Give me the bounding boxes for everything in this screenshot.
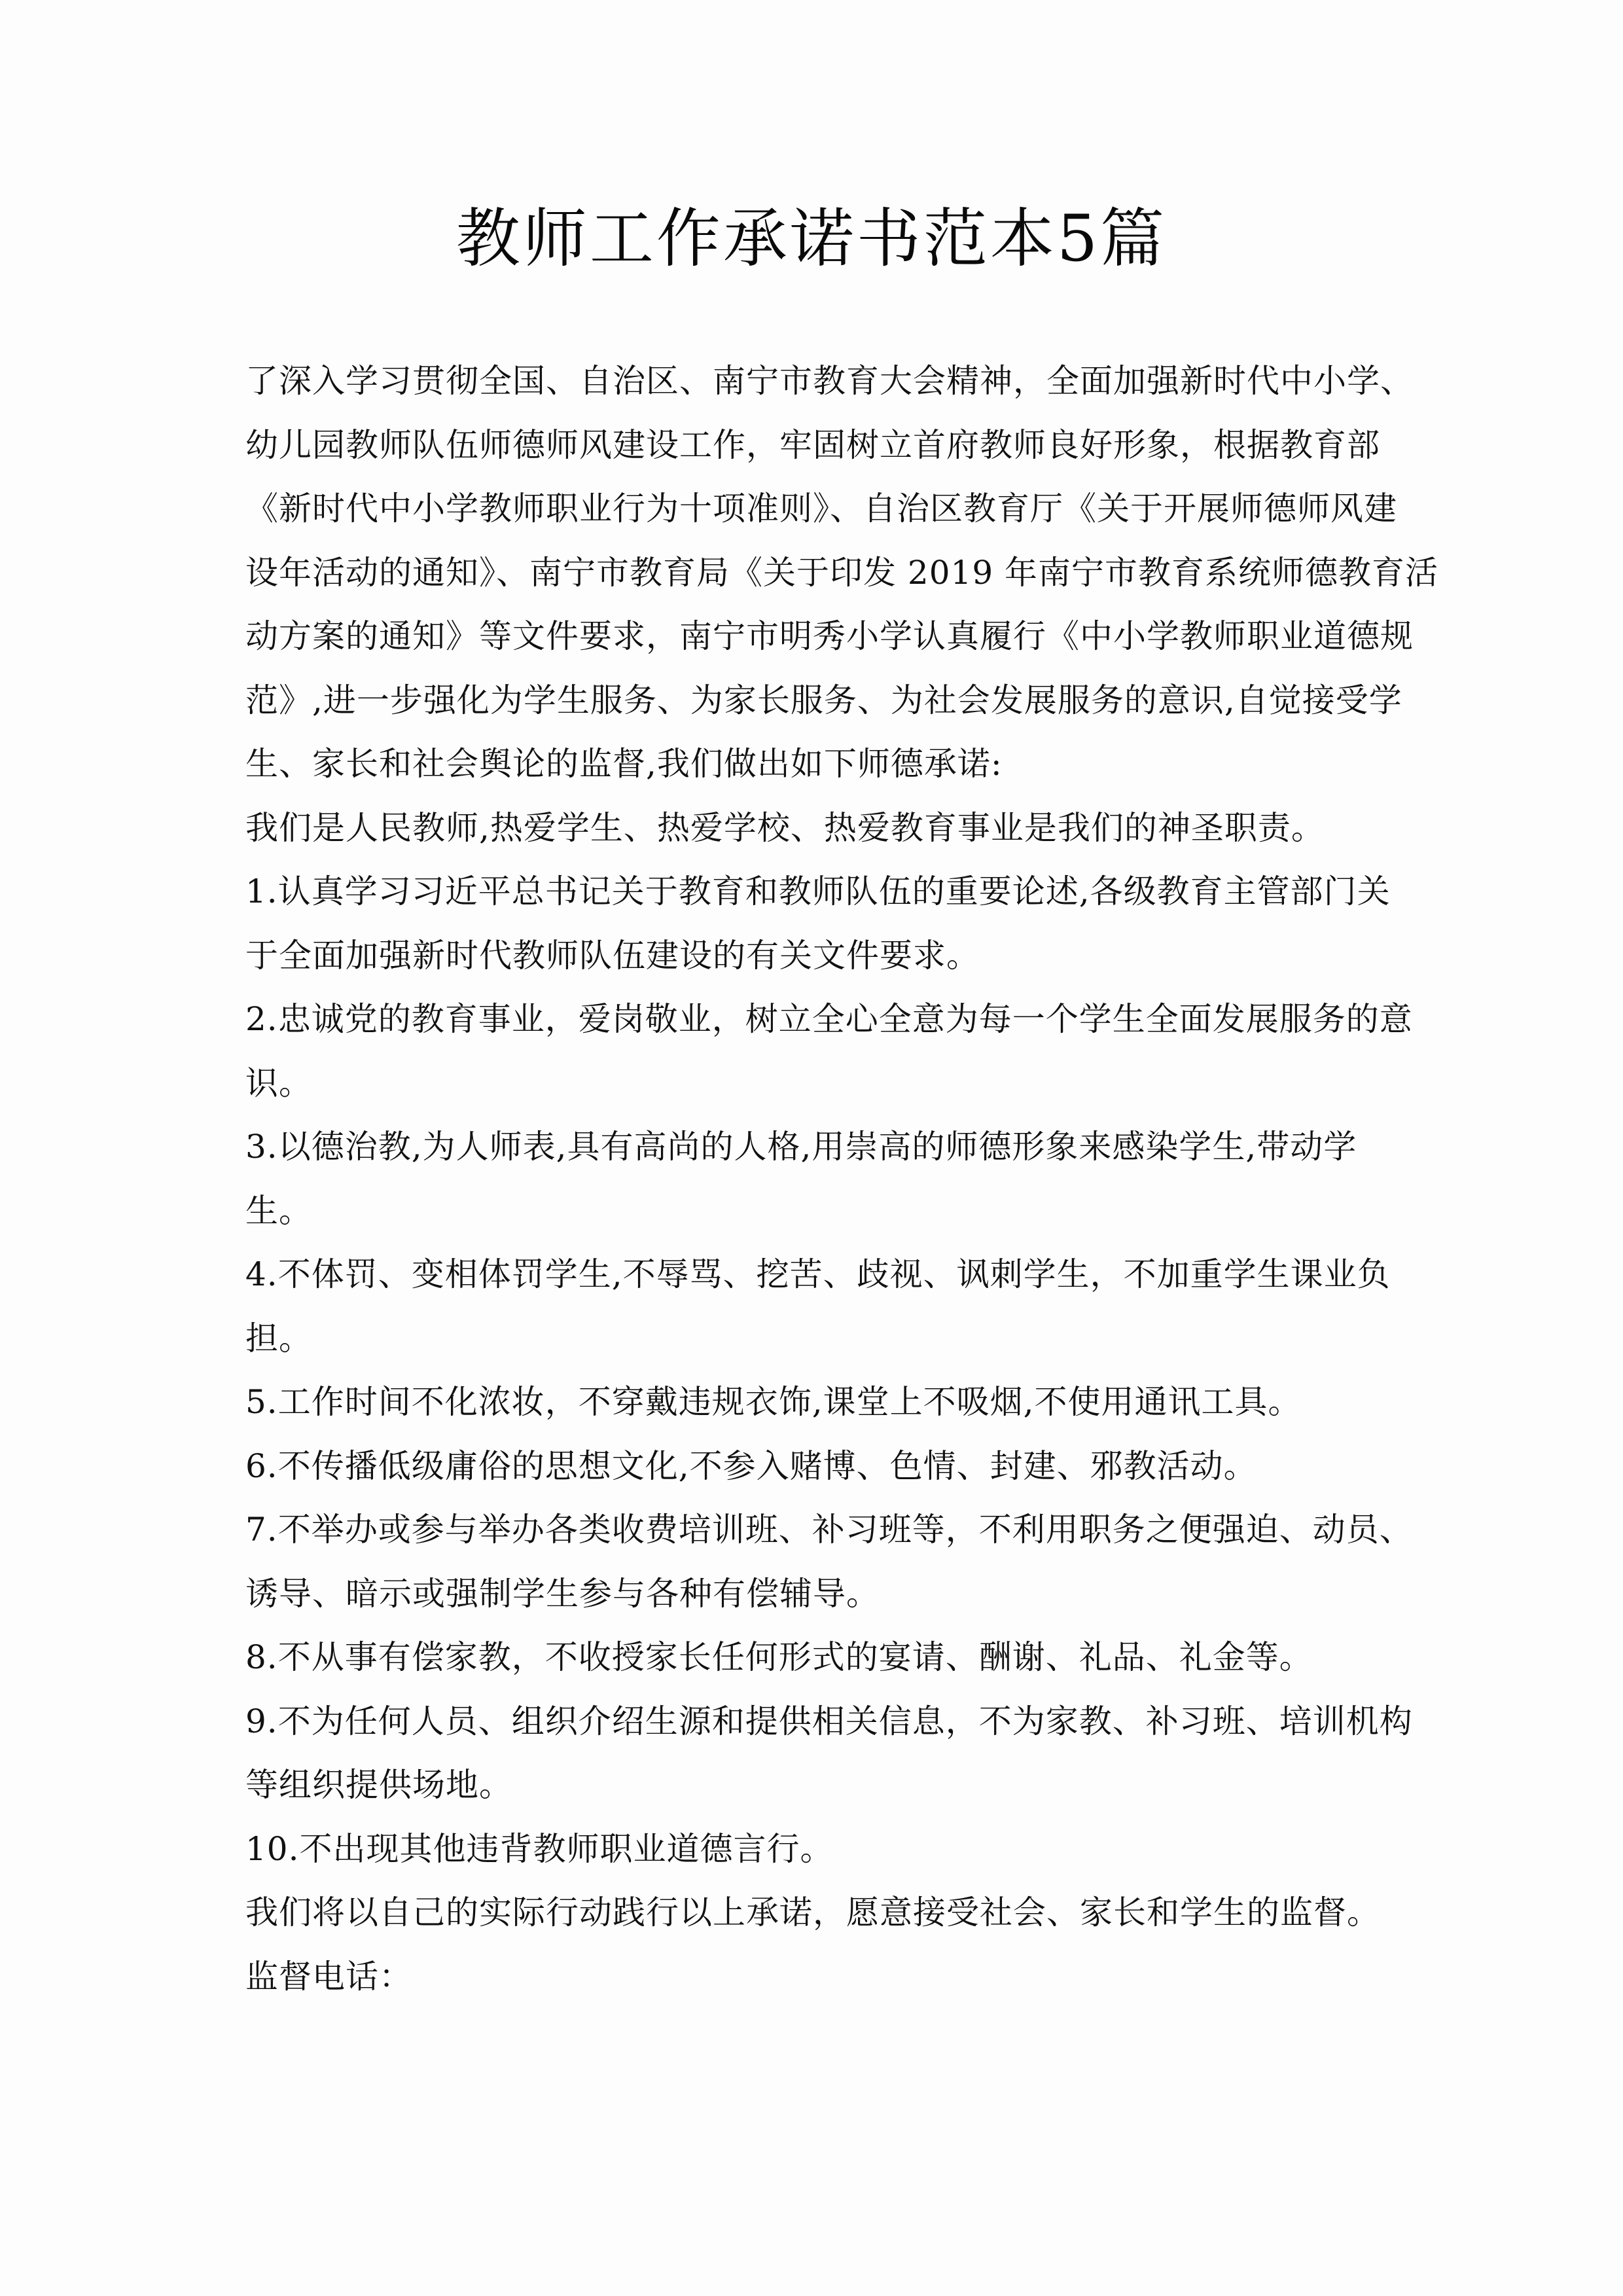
commitment-line: 10.不出现其他违背教师职业道德言行。 [245, 1829, 834, 1868]
statement-paragraph [245, 797, 1397, 861]
statement-line: 我们是人民教师,热爱学生、热爱学校、热爱教育事业是我们的神圣职责。 [245, 808, 1325, 847]
commitment-line: 2.忠诚党的教育事业，爱岗敬业，树立全心全意为每一个学生全面发展服务的意 [245, 1000, 1413, 1038]
closing-line: 我们将以自己的实际行动践行以上承诺，愿意接受社会、家长和学生的监督。 [245, 1893, 1380, 1931]
intro-line: 《新时代中小学教师职业行为十项准则》、自治区教育厅《关于开展师德师风建 [245, 490, 1397, 528]
commitment-line: 识。 [245, 1064, 312, 1102]
commitment-item-6 [245, 1435, 1397, 1499]
commitment-list [245, 860, 1413, 1881]
commitment-line: 生。 [245, 1191, 312, 1230]
commitment-line: 1.认真学习习近平总书记关于教育和教师队伍的重要论述,各级教育主管部门关 [245, 872, 1391, 910]
intro-line: 生、家长和社会舆论的监督,我们做出如下师德承诺: [245, 745, 1003, 783]
commitment-item-10 [245, 1818, 1397, 1882]
commitment-line: 6.不传播低级庸俗的思想文化,不参入赌博、色情、封建、邪教活动。 [245, 1446, 1257, 1485]
intro-line: 幼儿园教师队伍师德师风建设工作，牢固树立首府教师良好形象，根据教育部 [245, 425, 1380, 464]
intro-line: 了深入学习贯彻全国、自治区、南宁市教育大会精神，全面加强新时代中小学、 [245, 362, 1414, 400]
commitment-item-4 [245, 1243, 1397, 1371]
commitment-item-3 [245, 1115, 1397, 1243]
commitment-item-1 [245, 860, 1397, 988]
intro-paragraph [245, 350, 1439, 797]
commitment-line: 9.不为任何人员、组织介绍生源和提供相关信息，不为家教、补习班、培训机构 [245, 1702, 1413, 1740]
commitment-item-2 [245, 988, 1413, 1115]
intro-line: 动方案的通知》等文件要求，南宁市明秀小学认真履行《中小学教师职业道德规 [245, 617, 1414, 655]
closing-paragraph [245, 1881, 1397, 1945]
commitment-item-7 [245, 1498, 1413, 1626]
intro-line: 范》,进一步强化为学生服务、为家长服务、为社会发展服务的意识,自觉接受学 [245, 681, 1402, 719]
commitment-line: 7.不举办或参与举办各类收费培训班、补习班等，不利用职务之便强迫、动员、 [245, 1511, 1413, 1549]
document-body [245, 350, 1439, 2009]
commitment-line: 等组织提供场地。 [245, 1766, 512, 1804]
commitment-line: 3.以德治教,为人师表,具有高尚的人格,用崇高的师德形象来感染学生,带动学 [245, 1128, 1357, 1166]
commitment-line: 诱导、暗示或强制学生参与各种有偿辅导。 [245, 1574, 880, 1613]
commitment-item-8 [245, 1626, 1397, 1690]
commitment-line: 4.不体罚、变相体罚学生,不辱骂、挖苦、歧视、讽刺学生，不加重学生课业负 [245, 1255, 1391, 1293]
commitment-line: 8.不从事有偿家教，不收授家长任何形式的宴请、酬谢、礼品、礼金等。 [245, 1638, 1313, 1676]
supervision-phone-label: 监督电话： [245, 1957, 412, 1996]
document-title: 教师工作承诺书范本5篇 [455, 202, 1168, 276]
supervision-phone [245, 1945, 1397, 2009]
commitment-item-9 [245, 1690, 1413, 1818]
commitment-line: 5.工作时间不化浓妆，不穿戴违规衣饰,课堂上不吸烟,不使用通讯工具。 [245, 1383, 1302, 1421]
commitment-item-5 [245, 1371, 1397, 1435]
commitment-line: 于全面加强新时代教师队伍建设的有关文件要求。 [245, 936, 980, 975]
commitment-line: 担。 [245, 1319, 312, 1357]
intro-line: 设年活动的通知》、南宁市教育局《关于印发 2019 年南宁市教育系统师德教育活 [245, 553, 1439, 592]
